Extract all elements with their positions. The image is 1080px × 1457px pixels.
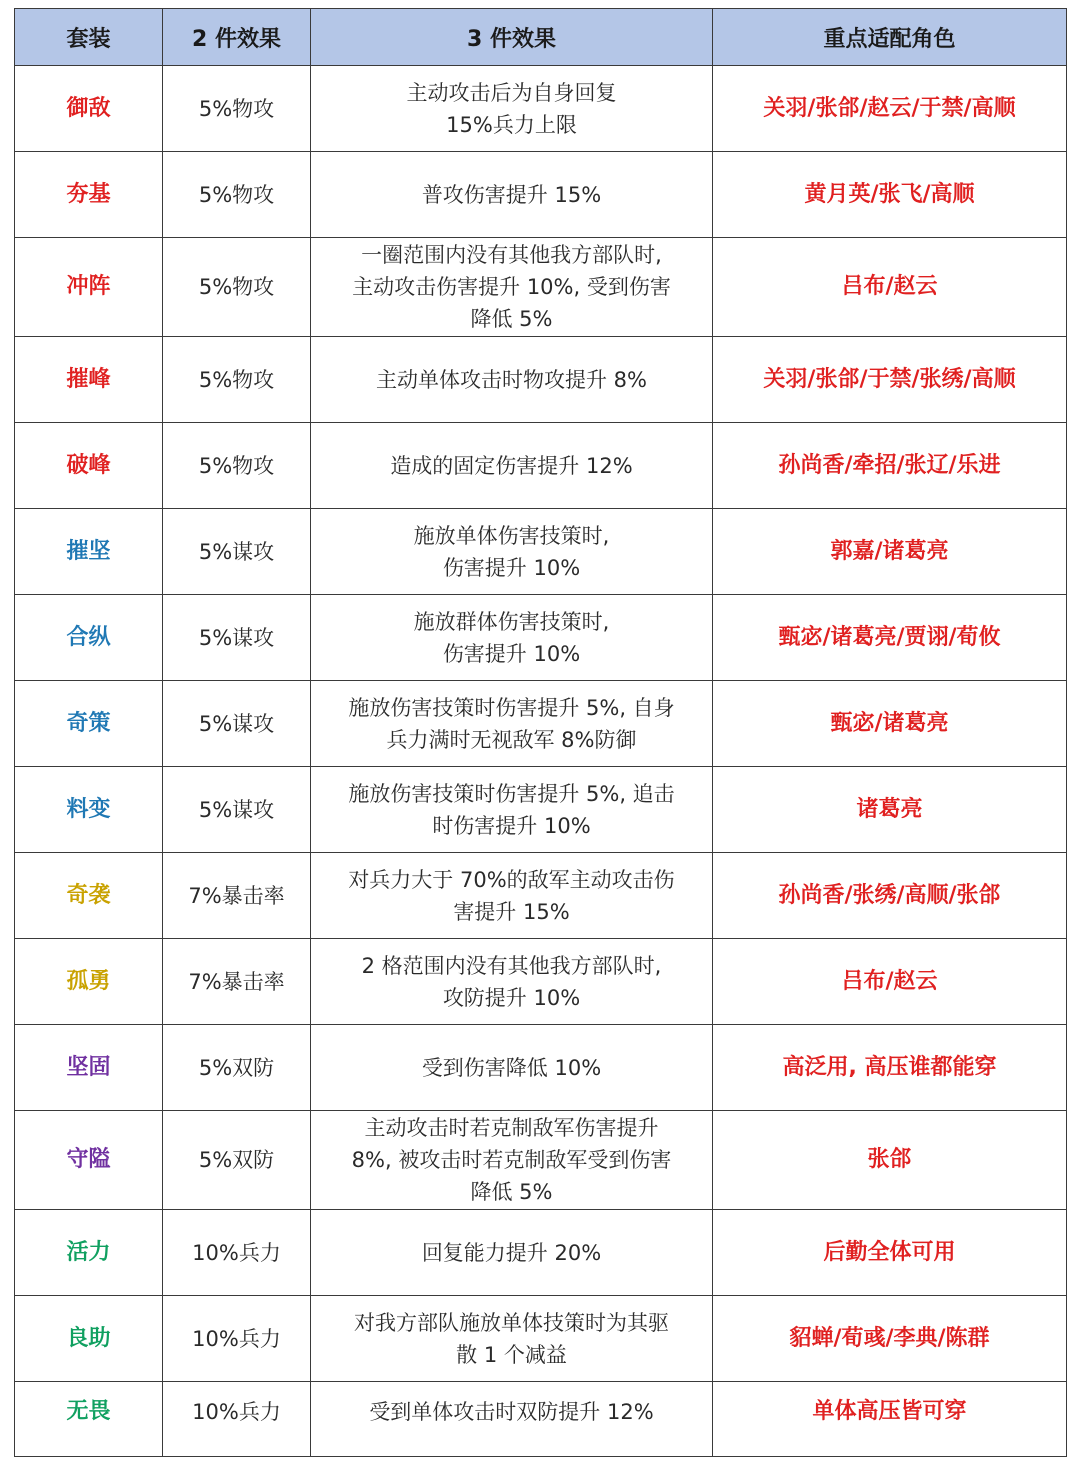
table-row (15, 1025, 1067, 1111)
table-row (15, 1111, 1067, 1210)
two-piece-effect: 5%物攻 (163, 337, 311, 423)
two-piece-effect: 10%兵力 (163, 1210, 311, 1296)
three-piece-effect: 受到伤害降低 10% (311, 1025, 713, 1111)
three-piece-effect: 回复能力提升 20% (311, 1210, 713, 1296)
set-name: 活力 (15, 1210, 163, 1296)
recommended-roles: 孙尚香/牵招/张辽/乐进 (713, 423, 1067, 509)
table-row (15, 767, 1067, 853)
header-set: 套装 (15, 9, 163, 66)
table-row (15, 509, 1067, 595)
recommended-roles: 甄宓/诸葛亮 (713, 681, 1067, 767)
recommended-roles: 高泛用, 高压谁都能穿 (713, 1025, 1067, 1111)
table-row (15, 423, 1067, 509)
table-row (15, 152, 1067, 238)
set-name: 摧坚 (15, 509, 163, 595)
three-piece-effect: 施放群体伤害技策时, 伤害提升 10% (311, 595, 713, 681)
table-row (15, 1382, 1067, 1457)
set-name: 无畏 (15, 1382, 163, 1457)
three-piece-effect: 对我方部队施放单体技策时为其驱 散 1 个减益 (311, 1296, 713, 1382)
set-name: 坚固 (15, 1025, 163, 1111)
two-piece-effect: 5%物攻 (163, 423, 311, 509)
recommended-roles: 吕布/赵云 (713, 939, 1067, 1025)
set-name: 孤勇 (15, 939, 163, 1025)
set-name: 良助 (15, 1296, 163, 1382)
three-piece-effect: 一圈范围内没有其他我方部队时, 主动攻击伤害提升 10%, 受到伤害 降低 5% (311, 238, 713, 337)
set-name: 摧峰 (15, 337, 163, 423)
two-piece-effect: 10%兵力 (163, 1296, 311, 1382)
two-piece-effect: 7%暴击率 (163, 939, 311, 1025)
table-row (15, 1210, 1067, 1296)
two-piece-effect: 5%双防 (163, 1025, 311, 1111)
three-piece-effect: 受到单体攻击时双防提升 12% (311, 1382, 713, 1457)
table-row (15, 939, 1067, 1025)
three-piece-effect: 2 格范围内没有其他我方部队时, 攻防提升 10% (311, 939, 713, 1025)
two-piece-effect: 10%兵力 (163, 1382, 311, 1457)
two-piece-effect: 5%谋攻 (163, 767, 311, 853)
recommended-roles: 单体高压皆可穿 (713, 1382, 1067, 1457)
three-piece-effect: 主动攻击时若克制敌军伤害提升 8%, 被攻击时若克制敌军受到伤害 降低 5% (311, 1111, 713, 1210)
header-three-piece: 3 件效果 (311, 9, 713, 66)
set-name: 奇袭 (15, 853, 163, 939)
three-piece-effect: 主动单体攻击时物攻提升 8% (311, 337, 713, 423)
set-name: 料变 (15, 767, 163, 853)
recommended-roles: 诸葛亮 (713, 767, 1067, 853)
three-piece-effect: 施放单体伤害技策时, 伤害提升 10% (311, 509, 713, 595)
three-piece-effect: 主动攻击后为自身回复 15%兵力上限 (311, 66, 713, 152)
recommended-roles: 关羽/张郃/赵云/于禁/高顺 (713, 66, 1067, 152)
set-name: 合纵 (15, 595, 163, 681)
table-row (15, 853, 1067, 939)
two-piece-effect: 5%谋攻 (163, 595, 311, 681)
two-piece-effect: 5%双防 (163, 1111, 311, 1210)
two-piece-effect: 5%谋攻 (163, 681, 311, 767)
two-piece-effect: 5%谋攻 (163, 509, 311, 595)
table-row (15, 66, 1067, 152)
header-roles: 重点适配角色 (713, 9, 1067, 66)
set-name: 御敌 (15, 66, 163, 152)
three-piece-effect: 施放伤害技策时伤害提升 5%, 自身 兵力满时无视敌军 8%防御 (311, 681, 713, 767)
table-row (15, 1296, 1067, 1382)
set-name: 冲阵 (15, 238, 163, 337)
two-piece-effect: 7%暴击率 (163, 853, 311, 939)
two-piece-effect: 5%物攻 (163, 66, 311, 152)
recommended-roles: 貂蝉/荀彧/李典/陈群 (713, 1296, 1067, 1382)
recommended-roles: 吕布/赵云 (713, 238, 1067, 337)
three-piece-effect: 普攻伤害提升 15% (311, 152, 713, 238)
table-row (15, 681, 1067, 767)
three-piece-effect: 对兵力大于 70%的敌军主动攻击伤 害提升 15% (311, 853, 713, 939)
three-piece-effect: 造成的固定伤害提升 12% (311, 423, 713, 509)
set-name: 守隘 (15, 1111, 163, 1210)
two-piece-effect: 5%物攻 (163, 238, 311, 337)
recommended-roles: 张郃 (713, 1111, 1067, 1210)
two-piece-effect: 5%物攻 (163, 152, 311, 238)
header-two-piece: 2 件效果 (163, 9, 311, 66)
recommended-roles: 甄宓/诸葛亮/贾诩/荀攸 (713, 595, 1067, 681)
set-name: 夯基 (15, 152, 163, 238)
recommended-roles: 关羽/张郃/于禁/张绣/高顺 (713, 337, 1067, 423)
table-row (15, 595, 1067, 681)
recommended-roles: 黄月英/张飞/高顺 (713, 152, 1067, 238)
set-name: 奇策 (15, 681, 163, 767)
set-name: 破峰 (15, 423, 163, 509)
table-row (15, 337, 1067, 423)
recommended-roles: 郭嘉/诸葛亮 (713, 509, 1067, 595)
equipment-set-table (14, 8, 1067, 1457)
table-row (15, 238, 1067, 337)
recommended-roles: 后勤全体可用 (713, 1210, 1067, 1296)
recommended-roles: 孙尚香/张绣/高顺/张郃 (713, 853, 1067, 939)
three-piece-effect: 施放伤害技策时伤害提升 5%, 追击 时伤害提升 10% (311, 767, 713, 853)
header-row (15, 9, 1067, 66)
